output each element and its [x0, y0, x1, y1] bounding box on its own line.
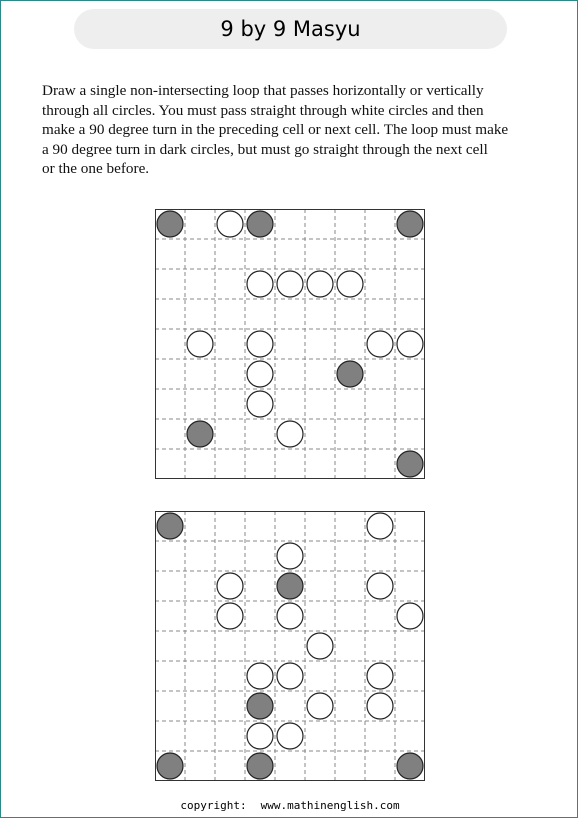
black-circle: [247, 693, 273, 719]
page-title: 9 by 9 Masyu: [220, 17, 361, 41]
white-circle: [217, 211, 243, 237]
white-circle: [247, 663, 273, 689]
black-circle: [157, 211, 183, 237]
footer: [1, 799, 578, 812]
title-banner: [74, 9, 507, 49]
puzzle-grid-1-svg: [155, 209, 425, 479]
black-circle: [397, 211, 423, 237]
white-circle: [247, 723, 273, 749]
white-circle: [247, 271, 273, 297]
copyright-label: copyright:: [180, 799, 247, 812]
black-circle: [247, 753, 273, 779]
instruction-line: a 90 degree turn in dark circles, but must go straight through the next cell: [42, 140, 488, 158]
white-circle: [247, 331, 273, 357]
instruction-line: or the one before.: [42, 160, 150, 178]
white-circle: [367, 513, 393, 539]
white-circle: [367, 573, 393, 599]
black-circle: [337, 361, 363, 387]
white-circle: [367, 331, 393, 357]
white-circle: [337, 271, 363, 297]
black-circle: [187, 421, 213, 447]
instruction-line: Draw a single non-intersecting loop that passes horizontally or vertically: [42, 82, 484, 99]
white-circle: [277, 663, 303, 689]
black-circle: [397, 753, 423, 779]
black-circle: [247, 211, 273, 237]
instruction-line: make a 90 degree turn in the preceding cell or next cell. The loop must make: [42, 121, 509, 139]
black-circle: [397, 451, 423, 477]
white-circle: [217, 603, 243, 629]
black-circle: [157, 753, 183, 779]
white-circle: [397, 331, 423, 357]
white-circle: [367, 693, 393, 719]
white-circle: [307, 271, 333, 297]
copyright-site: www.mathinenglish.com: [260, 799, 400, 812]
white-circle: [277, 543, 303, 569]
white-circle: [247, 361, 273, 387]
white-circle: [277, 723, 303, 749]
puzzle-grid-2: [155, 511, 425, 781]
white-circle: [307, 693, 333, 719]
white-circle: [307, 633, 333, 659]
white-circle: [277, 421, 303, 447]
black-circle: [157, 513, 183, 539]
instruction-line: through all circles. You must pass straight through white circles and then: [42, 101, 484, 119]
white-circle: [217, 573, 243, 599]
black-circle: [277, 573, 303, 599]
white-circle: [187, 331, 213, 357]
white-circle: [277, 271, 303, 297]
white-circle: [367, 663, 393, 689]
white-circle: [247, 391, 273, 417]
instructions: [42, 81, 552, 179]
white-circle: [277, 603, 303, 629]
white-circle: [397, 603, 423, 629]
puzzle-grid-2-svg: [155, 511, 425, 781]
puzzle-grid-1: [155, 209, 425, 479]
